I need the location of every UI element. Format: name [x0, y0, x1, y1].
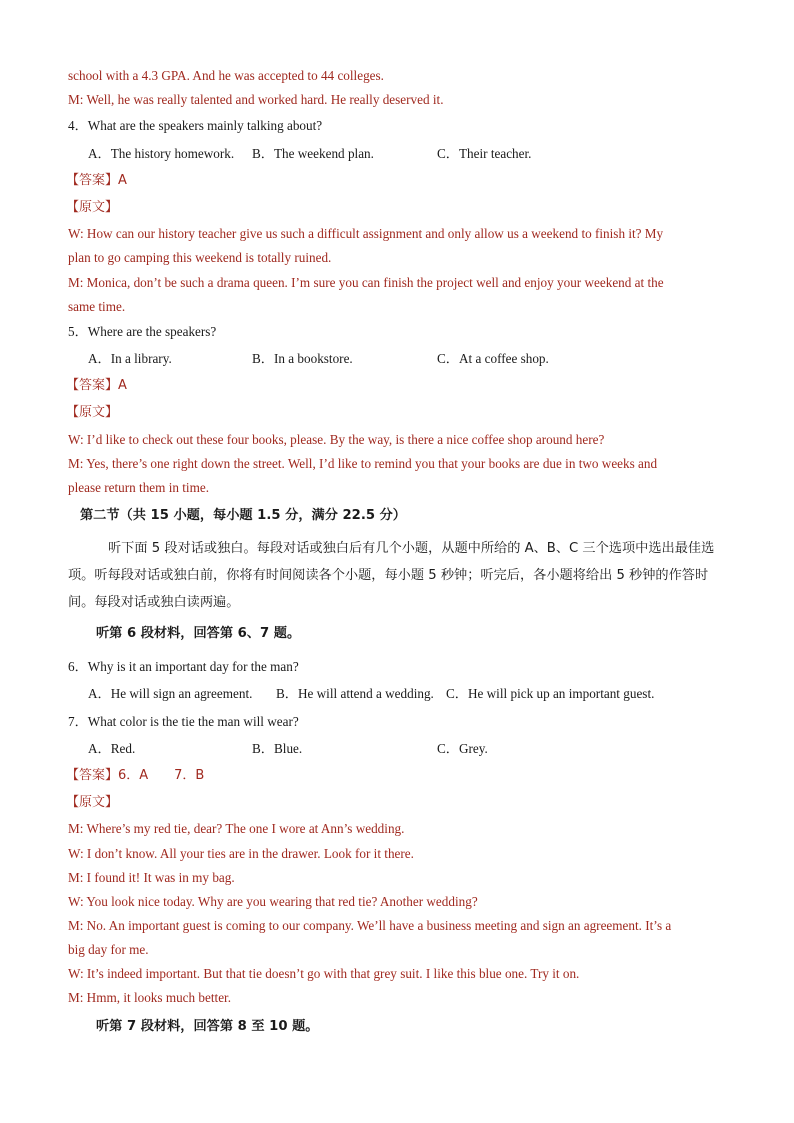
answer-label-4: 【答案】A — [66, 173, 127, 188]
transcript-line: big day for me. — [68, 942, 149, 957]
transcript-label-4: 【原文】 — [66, 200, 119, 215]
transcript-label-6-7: 【原文】 — [66, 795, 119, 810]
option-5a: A．In a library. — [88, 351, 172, 366]
transcript-line: M: Monica, don’t be such a drama queen. I’m sure you can finish the project well and enjoy your weekend at the — [68, 275, 664, 290]
transcript-line: W: I don’t know. All your ties are in the drawer. Look for it there. — [68, 846, 414, 861]
option-6b: B．He will attend a wedding. — [276, 686, 434, 701]
transcript-line: W: It’s indeed important. But that tie doesn’t go with that grey suit. I like this blue one. Try it on. — [68, 966, 580, 981]
material-7-heading: 听第 7 段材料，回答第 8 至 10 题。 — [96, 1019, 319, 1034]
option-6c: C．He will pick up an important guest. — [446, 686, 655, 701]
option-4a: A．The history homework. — [88, 146, 235, 161]
question-4: 4．What are the speakers mainly talking about? — [68, 118, 323, 133]
option-7c: C．Grey. — [437, 741, 488, 756]
transcript-label-5: 【原文】 — [66, 405, 119, 420]
option-5c: C．At a coffee shop. — [437, 351, 549, 366]
transcript-line: plan to go camping this weekend is totally ruined. — [68, 250, 332, 265]
material-6-heading: 听第 6 段材料，回答第 6、7 题。 — [96, 626, 301, 641]
transcript-line: school with a 4.3 GPA. And he was accepted to 44 colleges. — [68, 68, 384, 83]
answer-label-6-7: 【答案】6．A 7．B — [66, 768, 205, 783]
transcript-line: W: I’d like to check out these four books, please. By the way, is there a nice coffee shop around here? — [68, 432, 605, 447]
transcript-line: same time. — [68, 299, 126, 314]
option-7b: B．Blue. — [252, 741, 303, 756]
transcript-line: M: I found it! It was in my bag. — [68, 870, 235, 885]
option-4c: C．Their teacher. — [437, 146, 532, 161]
transcript-line: M: Hmm, it looks much better. — [68, 990, 232, 1005]
option-5b: B．In a bookstore. — [252, 351, 353, 366]
question-5: 5．Where are the speakers? — [68, 324, 217, 339]
section-instructions: 听下面 5 段对话或独白。每段对话或独白后有几个小题，从题中所给的 A、B、C 三个选项中选出最佳选项。听每段对话或独白前，你将有时间阅读各个小题，每小题 5 秒钟；听完后，各小题将给出 5 秒钟的作答时间。每段对话或独白读两遍。 — [68, 541, 715, 610]
transcript-line: M: No. An important guest is coming to our company. We’ll have a business meeting and sign an agreement. It’s a — [68, 918, 672, 933]
transcript-line: please return them in time. — [68, 480, 209, 495]
transcript-line: W: How can our history teacher give us such a difficult assignment and only allow us a weekend to finish it? My — [68, 226, 664, 241]
answer-label-5: 【答案】A — [66, 378, 127, 393]
option-7a: A．Red. — [88, 741, 136, 756]
transcript-line: W: You look nice today. Why are you wearing that red tie? Another wedding? — [68, 894, 478, 909]
question-7: 7．What color is the tie the man will wear? — [68, 714, 299, 729]
transcript-line: M: Well, he was really talented and worked hard. He really deserved it. — [68, 92, 444, 107]
transcript-line: M: Yes, there’s one right down the street. Well, I’d like to remind you that your books are due in two weeks and — [68, 456, 658, 471]
option-6a: A．He will sign an agreement. — [88, 686, 253, 701]
question-6: 6．Why is it an important day for the man? — [68, 659, 299, 674]
transcript-line: M: Where’s my red tie, dear? The one I wore at Ann’s wedding. — [68, 821, 405, 836]
option-4b: B．The weekend plan. — [252, 146, 374, 161]
section-2-heading: 第二节（共 15 小题，每小题 1.5 分，满分 22.5 分） — [80, 508, 406, 523]
